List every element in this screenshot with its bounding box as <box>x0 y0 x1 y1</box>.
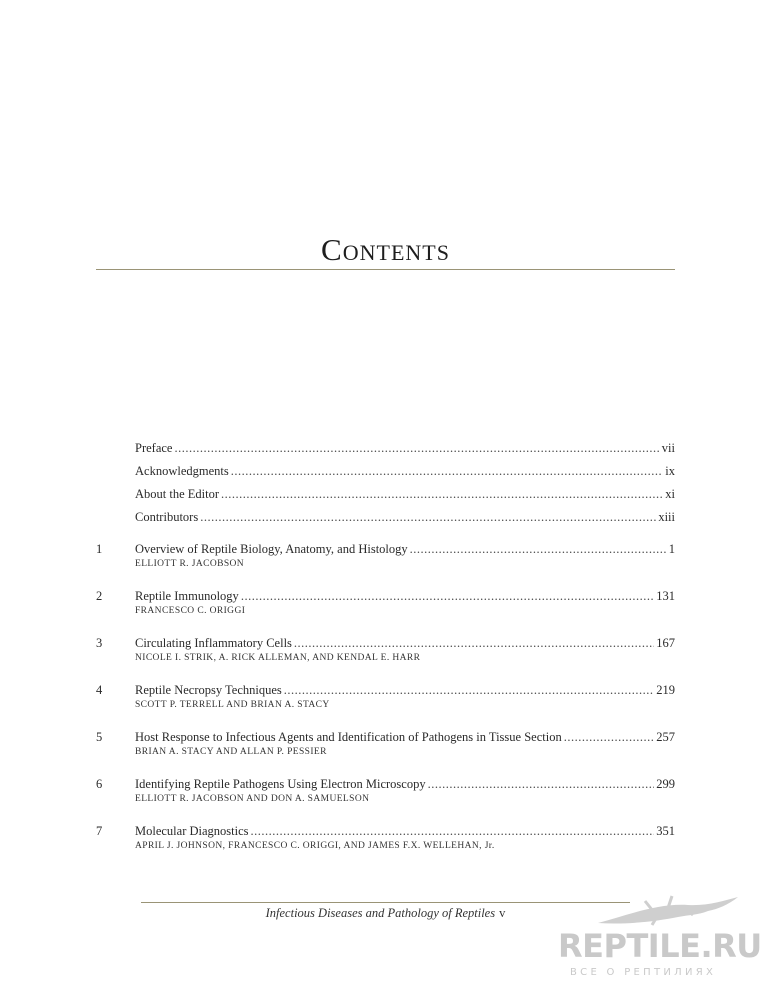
footer-divider <box>141 902 630 903</box>
chapter-authors: APRIL J. JOHNSON, FRANCESCO C. ORIGGI, AND JAMES F.X. WELLEHAN, Jr. <box>135 841 495 851</box>
toc-entry-text <box>135 823 675 839</box>
chapter-entry <box>96 776 675 806</box>
front-matter-item <box>96 440 675 456</box>
toc-page-number: 351 <box>656 824 675 838</box>
footer-page-number: v <box>499 906 506 920</box>
table-of-contents <box>96 440 675 853</box>
chapter-authors: ELLIOTT R. JACOBSON <box>135 559 245 569</box>
chapter-title: Identifying Reptile Pathogens Using Electron Microscopy <box>135 777 426 791</box>
page-title: Contents <box>321 232 450 267</box>
title-divider <box>96 269 675 270</box>
toc-row <box>96 729 675 745</box>
dot-leader <box>294 635 654 651</box>
chapter-authors: ELLIOTT R. JACOBSON AND DON A. SAMUELSON <box>135 794 370 804</box>
chapter-title: Reptile Immunology <box>135 589 239 603</box>
dot-leader <box>284 682 654 698</box>
chapter-title: Circulating Inflammatory Cells <box>135 636 292 650</box>
front-matter-item <box>96 463 675 479</box>
toc-page-number: 1 <box>668 542 675 556</box>
dot-leader <box>231 463 664 479</box>
toc-page-number: 131 <box>656 589 675 603</box>
toc-entry-label: Preface <box>135 441 173 455</box>
toc-row <box>96 682 675 698</box>
front-matter-item <box>96 486 675 502</box>
chapter-number: 3 <box>96 636 103 650</box>
toc-entry-text <box>135 440 675 456</box>
toc-entry-text <box>135 588 675 604</box>
toc-entry-text <box>135 776 675 792</box>
toc-page-number: ix <box>665 464 675 478</box>
chapter-entry <box>96 729 675 759</box>
chapter-title: Molecular Diagnostics <box>135 824 249 838</box>
toc-page-number: xi <box>665 487 675 501</box>
dot-leader <box>251 823 655 839</box>
toc-row <box>96 635 675 651</box>
front-matter-list <box>96 440 675 525</box>
toc-entry-text <box>135 486 675 502</box>
chapter-title: Host Response to Infectious Agents and Identification of Pathogens in Tissue Section <box>135 730 562 744</box>
chapter-entry <box>96 823 675 853</box>
dot-leader <box>200 509 656 525</box>
toc-page-number: 257 <box>656 730 675 744</box>
chapter-title: Reptile Necropsy Techniques <box>135 683 282 697</box>
chapter-authors: FRANCESCO C. ORIGGI <box>135 606 246 616</box>
toc-entry-label: About the Editor <box>135 487 220 501</box>
chapter-entry <box>96 682 675 712</box>
chapter-entry <box>96 635 675 665</box>
toc-row <box>96 440 675 456</box>
toc-row <box>96 486 675 502</box>
watermark <box>558 893 762 993</box>
front-matter-item <box>96 509 675 525</box>
running-footer <box>141 906 630 921</box>
toc-page-number: 299 <box>656 777 675 791</box>
chapter-number: 2 <box>96 589 103 603</box>
dot-leader <box>564 729 655 745</box>
chapter-entry <box>96 541 675 571</box>
chapter-title: Overview of Reptile Biology, Anatomy, and Histology <box>135 542 408 556</box>
watermark-text: REPTILE.RU <box>558 927 762 965</box>
toc-entry-label: Acknowledgments <box>135 464 229 478</box>
toc-entry-text <box>135 541 675 557</box>
toc-row <box>96 541 675 557</box>
chapter-authors: BRIAN A. STACY AND ALLAN P. PESSIER <box>135 747 327 757</box>
chapter-number: 7 <box>96 824 103 838</box>
toc-page-number: 167 <box>656 636 675 650</box>
toc-entry-text <box>135 635 675 651</box>
toc-entry-label: Contributors <box>135 510 199 524</box>
dot-leader <box>428 776 655 792</box>
watermark-subtext: ВСЕ О РЕПТИЛИЯХ <box>570 967 717 978</box>
footer-book-title: Infectious Diseases and Pathology of Reptiles <box>265 906 496 920</box>
chapter-authors: NICOLE I. STRIK, A. RICK ALLEMAN, AND KENDAL E. HARR <box>135 653 421 663</box>
toc-entry-text <box>135 729 675 745</box>
chapter-number: 5 <box>96 730 103 744</box>
chapter-number: 1 <box>96 542 103 556</box>
dot-leader <box>221 486 663 502</box>
chapter-number: 6 <box>96 777 103 791</box>
chapter-authors: SCOTT P. TERRELL AND BRIAN A. STACY <box>135 700 330 710</box>
toc-row <box>96 823 675 839</box>
toc-row <box>96 509 675 525</box>
toc-page-number: xiii <box>658 510 675 524</box>
toc-entry-text <box>135 509 675 525</box>
toc-entry-text <box>135 463 675 479</box>
toc-row <box>96 776 675 792</box>
toc-row <box>96 588 675 604</box>
chapter-number: 4 <box>96 683 103 697</box>
toc-page-number: vii <box>661 441 675 455</box>
chapter-entry <box>96 588 675 618</box>
dot-leader <box>241 588 654 604</box>
toc-page-number: 219 <box>656 683 675 697</box>
toc-row <box>96 463 675 479</box>
toc-entry-text <box>135 682 675 698</box>
dot-leader <box>174 440 659 456</box>
chapter-list <box>96 541 675 853</box>
dot-leader <box>410 541 667 557</box>
